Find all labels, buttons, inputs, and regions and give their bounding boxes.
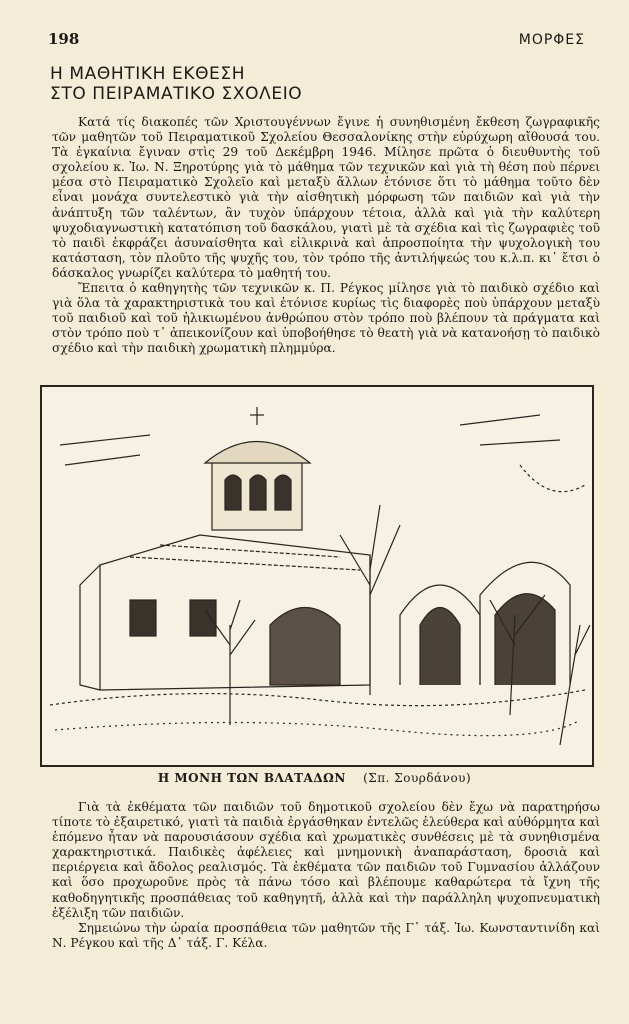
paragraph-2: Ἔπειτα ὁ καθηγητὴς τῶν τεχνικῶν κ. Π. Ρέγκος μίλησε γιὰ τὸ παιδικὸ σχέδιο καὶ γιὰ ὅλα τὰ χαρακτηριστικὰ του καὶ ἐτόνισε κυρίως τὶς διαφορὲς ποὺ ὑπάρχουν μεταξὺ τοῦ παιδιοῦ καὶ τοῦ ἡλικιωμένου ἀνθρώπου στὸν τρόπο ποὺ βλέπουν τὰ πράγματα καὶ στὸν τρόπο ποὺ τ᾽ ἀπεικονίζουν καὶ ὑποβοήθησε τὸ θεατὴ γιὰ νὰ κατανοήσῃ τὸ παιδικὸ σχέδιο καὶ τὴν παιδικὴ χρωματικὴ πλημμύρα. [52, 281, 600, 356]
illustration-caption [0, 771, 629, 785]
article-title-line1: Η ΜΑΘΗΤΙΚΗ ΕΚΘΕΣΗ [50, 64, 246, 84]
paragraph-4: Σημειώνω τὴν ὡραία προσπάθεια τῶν μαθητῶν τῆς Γ᾽ τάξ. Ἰω. Κωνσταντινίδη καὶ Ν. Ρέγκου καὶ τῆς Δ᾽ τάξ. Γ. Κέλα. [52, 920, 600, 950]
paragraph-3: Γιὰ τὰ ἐκθέματα τῶν παιδιῶν τοῦ δημοτικοῦ σχολείου δὲν ἔχω νὰ παρατηρήσω τίποτε τὸ ἐξαιρετικό, γιατὶ τὰ παιδιὰ ἐργάσθηκαν ἐντελῶς ἐλεύθερα καὶ αὐθόρμητα καὶ ἑπόμενο ἦταν νὰ παρουσιάσουν σχέδια καὶ χρωματικὲς συνθέσεις μὲ τὰ συνηθισμένα χαρακτηριστικά. Παιδικὲς ἀφέλειες καὶ μνημονικὴ ἀναπαράσταση, δροσιὰ καὶ περιέργεια καὶ ἄδολος ρεαλισμός. Τὰ ἐκθέματα τῶν παιδιῶν τοῦ Γυμνασίου ἀλλάζουν καὶ ὅσο προχωροῦνε πρὸς τὰ πάνω τόσο καὶ βλέπουμε καθαρώτερα τὰ ἴχνη τῆς καθοδηγητικῆς προσπάθειας τοῦ καθηγητῆ, ἀλλὰ καὶ τὴν παράλληλη ψυχοπνευματικὴ ἐξέλιξη τῶν παιδιῶν. [52, 800, 600, 920]
caption-credit: (Σπ. Σουρδάνου) [363, 771, 472, 785]
article-title [50, 64, 302, 104]
page-number: 198 [48, 30, 80, 48]
article-title-line2: ΣΤΟ ΠΕΙΡΑΜΑΤΙΚΟ ΣΧΟΛΕΙΟ [50, 84, 303, 104]
paragraph-1: Κατά τίς διακοπές τῶν Χριστουγέννων ἔγινε ἡ συνηθισμένη ἔκθεση ζωγραφικῆς τῶν μαθητῶν τοῦ Πειραματικοῦ Σχολείου Θεσσαλονίκης στὴν εὐρύχωρη αἴθουσά του. Τὰ ἐγκαίνια ἔγιναν στὶς 29 τοῦ Δεκέμβρη 1946. Μίλησε πρῶτα ὁ διευθυντὴς τοῦ σχολείου κ. Ἰω. Ν. Ξηροτύρης γιὰ τὸ μάθημα τῶν τεχνικῶν καὶ γιὰ τὴ θέση ποὺ πέρνει μέσα στὸ Πειραματικὸ Σχολεῖο καὶ μεταξὺ ἄλλων ἐτόνισε ὅτι τὸ μάθημα τοῦτο δὲν εἶναι μονάχα συντελεστικὸ γιὰ τὴν αἰσθητικὴ μόρφωση τῶν παιδιῶν καὶ γιὰ τὴν ἀνάπτυξη τῶν ταλέντων, ἂν τυχὸν ὑπάρχουν τέτοια, ἀλλὰ καὶ γιὰ τὴν καλύτερη ψυχοδιαγνωστικὴ κατατόπιση τοῦ δασκάλου, γιατὶ μὲ τὰ σχέδια καὶ τὶς ζωγραφιὲς τοῦ τὸ παιδὶ ἐκφράζει ἀσυναίσθητα καὶ εἰλικρινὰ καὶ ἀπροσποίητα τὴν ψυχολογικὴ του κατάσταση, τὸν πλοῦτο τῆς ψυχῆς του, τὸν τρόπο τῆς ἀντιλήψεώς του κ.λ.π. κι᾽ ἔτσι ὁ δάσκαλος γνωρίζει καλύτερα τὸ μαθητή του. [52, 115, 600, 280]
monastery-illustration [40, 385, 594, 767]
article-body-top [52, 115, 600, 357]
running-head: ΜΟΡΦΕΣ [518, 32, 585, 48]
article-body-bottom [52, 800, 600, 951]
caption-title: Η ΜΟΝΗ ΤΩΝ ΒΛΑΤΑΔΩΝ [157, 771, 346, 785]
